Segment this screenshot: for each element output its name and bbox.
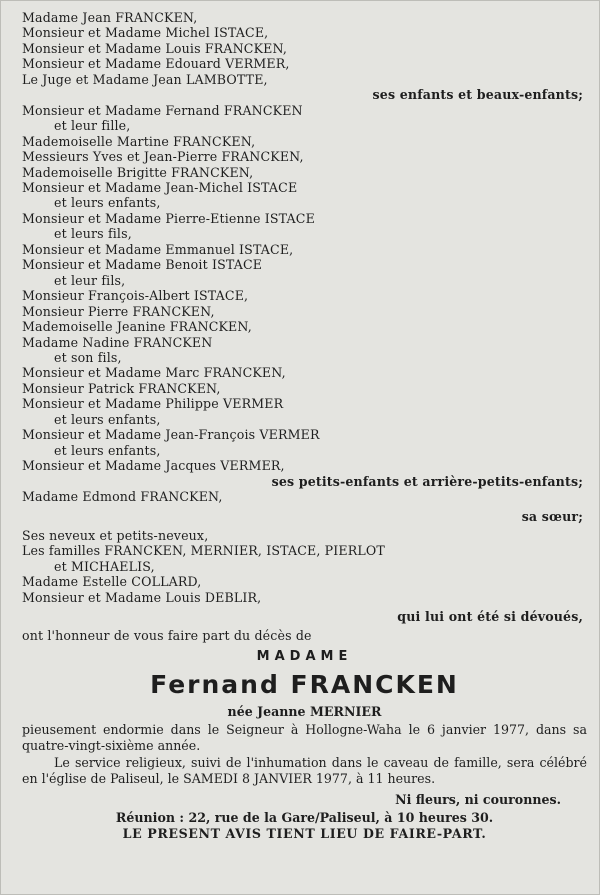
family-line: Monsieur Pierre FRANCKEN,: [22, 303, 215, 319]
relatives-section: [22, 524, 587, 625]
family-line: Monsieur et Madame Louis FRANCKEN,: [22, 40, 287, 56]
family-line: Monsieur et Madame Edouard VERMER,: [22, 56, 290, 72]
announcement: ont l'honneur de vous faire part du décès de: [22, 627, 312, 643]
family-line: Mademoiselle Brigitte FRANCKEN,: [22, 164, 254, 180]
family-line: Monsieur et Madame Jean-François VERMER: [22, 427, 320, 443]
reunion-info: Réunion : 22, rue de la Gare/Paliseul, à 10 heures 30.: [115, 810, 494, 826]
sister-section: [22, 489, 587, 524]
deceased-name: Fernand FRANCKEN: [150, 670, 459, 700]
family-line: Monsieur et Madame Jean-Michel ISTACE: [22, 179, 298, 195]
family-line: et leurs enfants,: [54, 195, 161, 211]
family-line: Madame Nadine FRANCKEN: [22, 334, 213, 350]
family-line: Le Juge et Madame Jean LAMBOTTE,: [22, 71, 268, 87]
family-line: et leur fille,: [54, 118, 131, 134]
family-line: et leurs fils,: [54, 226, 132, 242]
family-line: Monsieur et Madame Benoit ISTACE: [22, 257, 263, 273]
notice-footer: LE PRESENT AVIS TIENT LIEU DE FAIRE-PART.: [122, 826, 487, 842]
family-line: et leur fils,: [54, 272, 126, 288]
family-line: Monsieur et Madame Louis DEBLIR,: [22, 589, 262, 605]
family-line: et leurs enfants,: [54, 411, 161, 427]
relation-label: qui lui ont été si dévoués,: [397, 609, 583, 625]
deceased-title: MADAME: [256, 649, 353, 665]
family-line: et MICHAELIS,: [54, 558, 155, 574]
family-line: Monsieur et Madame Jacques VERMER,: [22, 458, 285, 474]
family-line: et son fils,: [54, 349, 122, 365]
family-line: Madame Estelle COLLARD,: [22, 574, 202, 590]
family-line: Mademoiselle Martine FRANCKEN,: [22, 133, 256, 149]
service-text: Le service religieux, suivi de l'inhumation dans le caveau de famille, sera célébré en l'église de Paliseul, le SAMEDI 8 JANVIER 1977, à 11 heures.: [22, 755, 587, 786]
family-line: Messieurs Yves et Jean-Pierre FRANCKEN,: [22, 149, 304, 165]
family-line: Monsieur et Madame Michel ISTACE,: [22, 25, 269, 41]
relation-label: sa sœur;: [521, 508, 583, 524]
family-line: Ses neveux et petits-neveux,: [22, 527, 209, 543]
family-line: Monsieur et Madame Marc FRANCKEN,: [22, 365, 286, 381]
relation-label: ses petits-enfants et arrière-petits-enfants;: [271, 473, 583, 489]
no-flowers: Ni fleurs, ni couronnes.: [395, 792, 561, 808]
family-line: Monsieur et Madame Fernand FRANCKEN: [22, 102, 303, 118]
family-line: Mademoiselle Jeanine FRANCKEN,: [22, 319, 252, 335]
family-line: Madame Edmond FRANCKEN,: [22, 489, 223, 505]
family-line: Monsieur et Madame Pierre-Etienne ISTACE: [22, 210, 315, 226]
family-line: Monsieur François-Albert ISTACE,: [22, 288, 249, 304]
children-section: [22, 10, 587, 103]
family-line: et leurs enfants,: [54, 442, 161, 458]
death-paragraph: pieusement endormie dans le Seigneur à Hollogne-Waha le 6 janvier 1977, dans sa quatre-vingt-sixième année.: [22, 722, 587, 753]
family-line: Monsieur et Madame Philippe VERMER: [22, 396, 284, 412]
relation-label: ses enfants et beaux-enfants;: [372, 87, 583, 103]
grandchildren-section: [22, 103, 587, 489]
family-line: Monsieur Patrick FRANCKEN,: [22, 380, 221, 396]
family-line: Les familles FRANCKEN, MERNIER, ISTACE, PIERLOT: [22, 543, 385, 559]
service-paragraph: [22, 755, 587, 786]
family-line: Madame Jean FRANCKEN,: [22, 10, 198, 25]
family-line: Monsieur et Madame Emmanuel ISTACE,: [22, 241, 294, 257]
maiden-name: née Jeanne MERNIER: [227, 704, 382, 720]
